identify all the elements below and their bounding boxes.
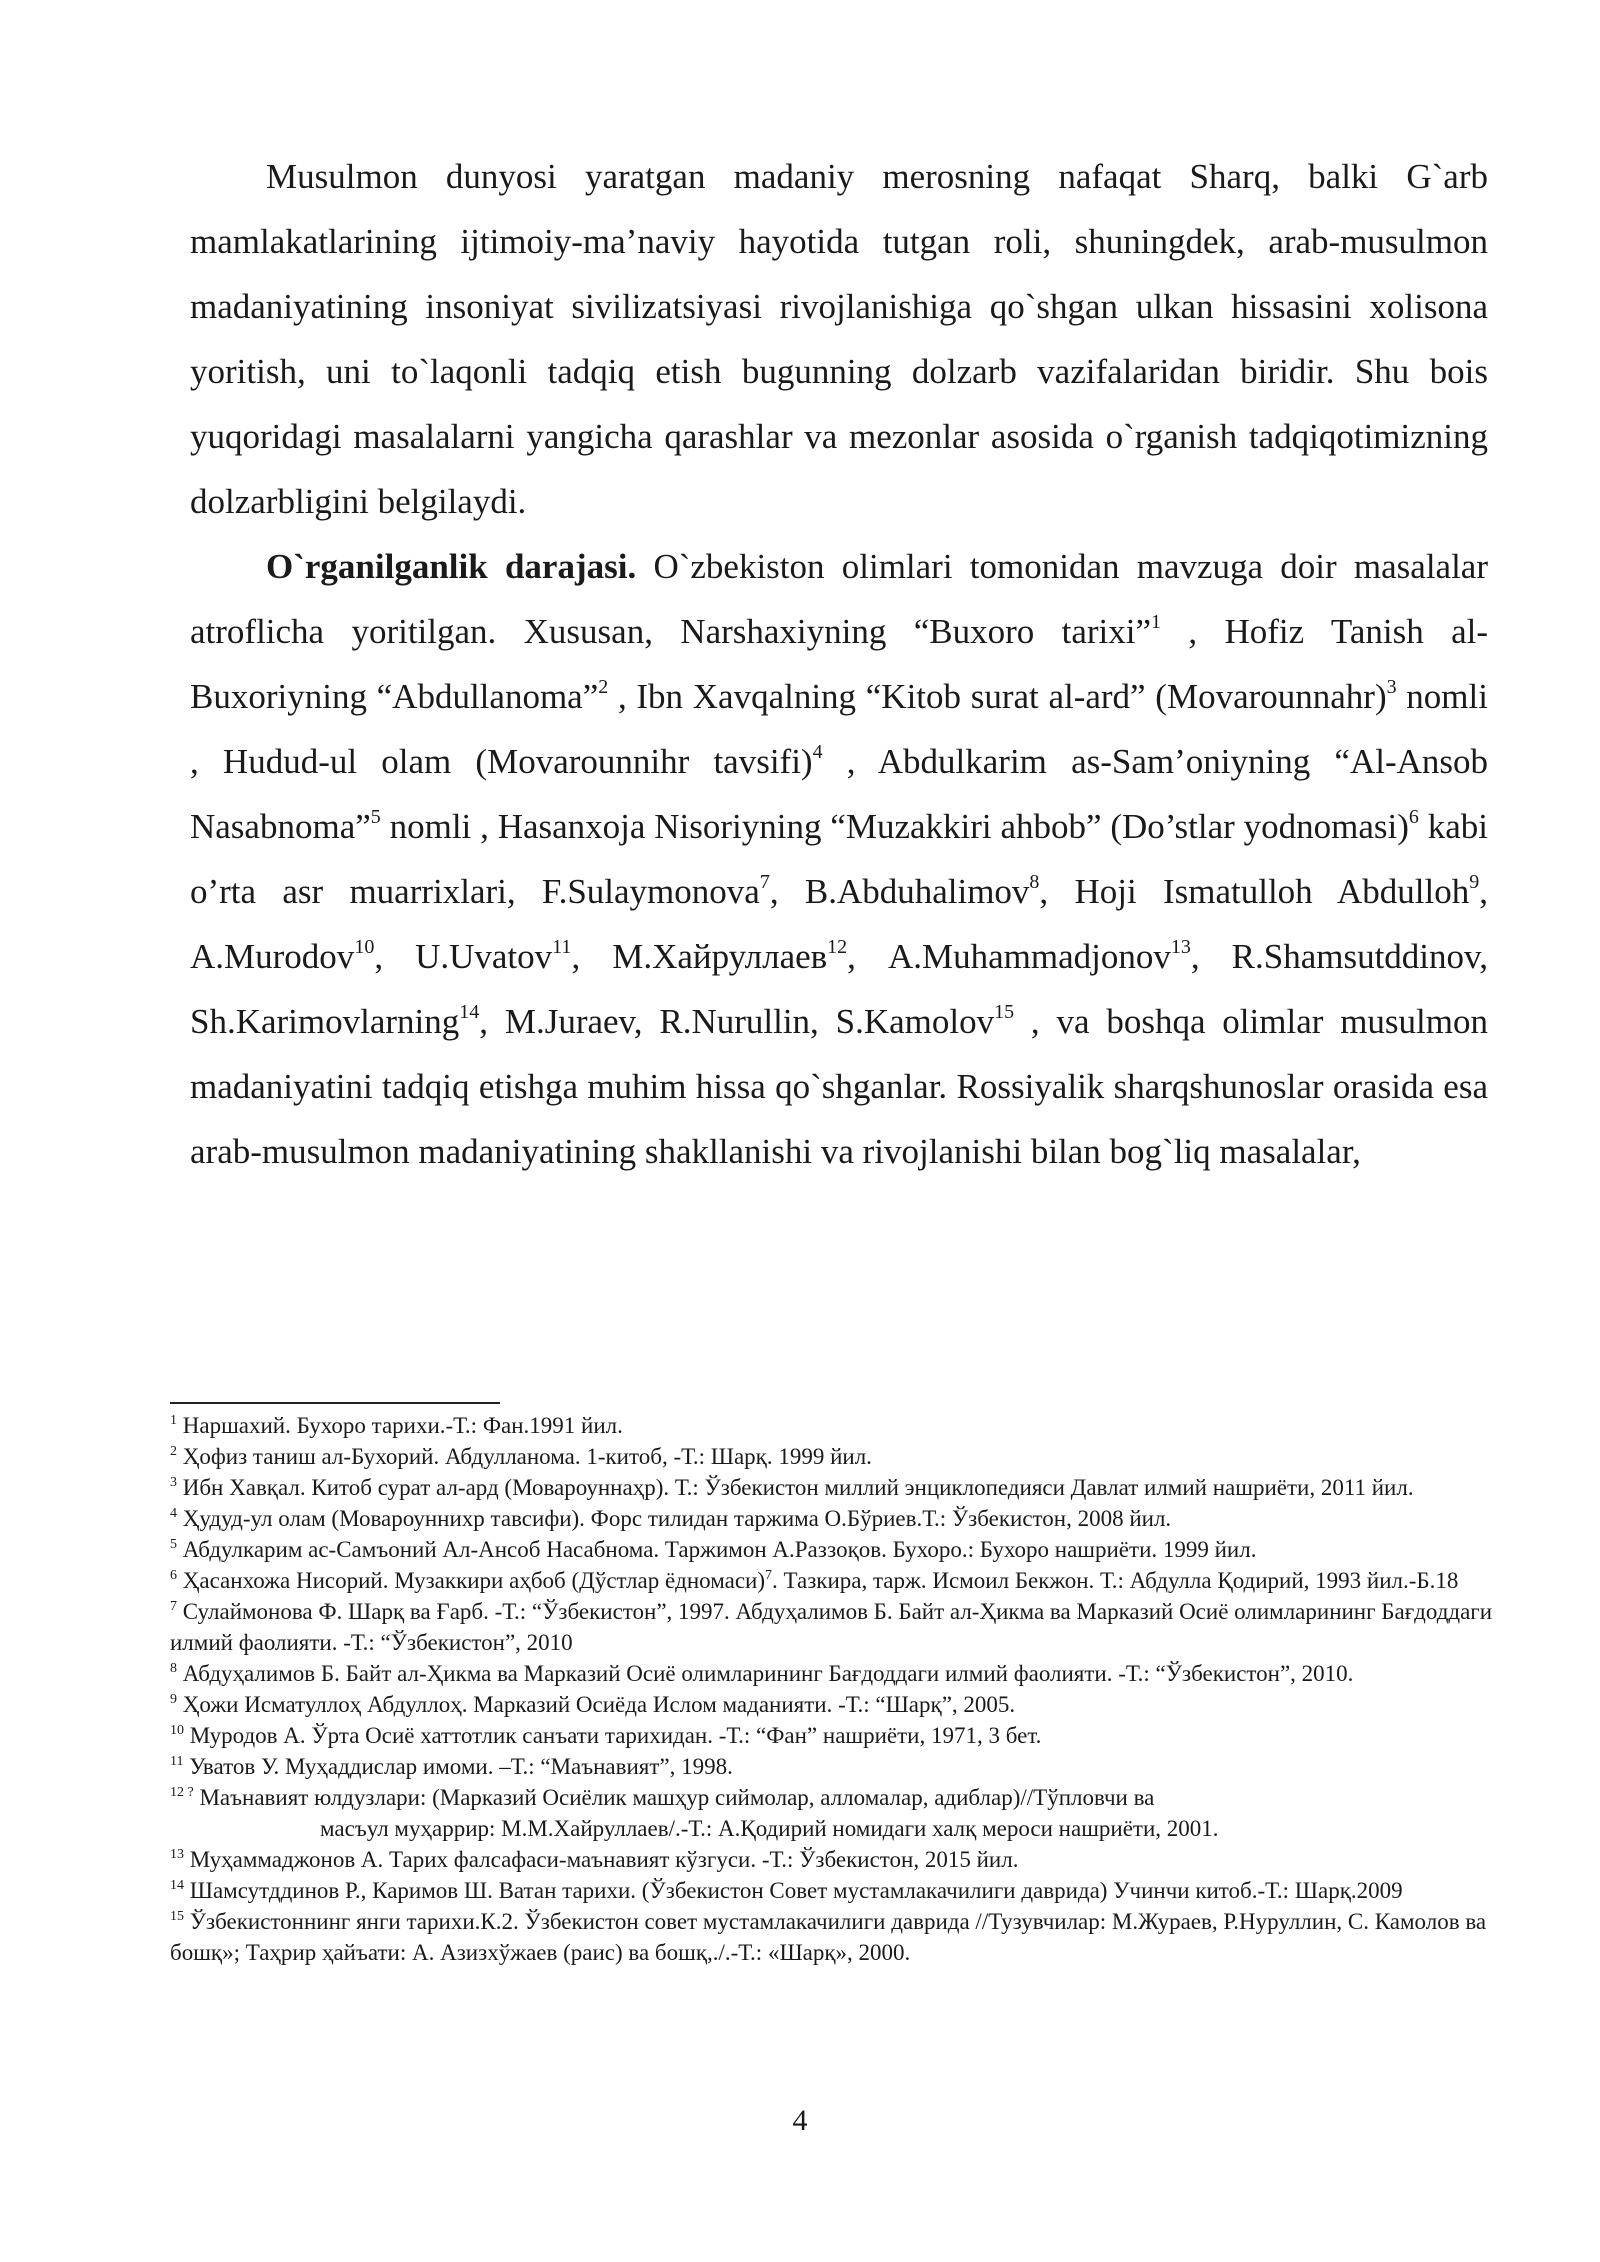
footnote-ref[interactable]: 6 (1408, 806, 1419, 828)
footnote-7: $^7$ Сулаймонова Ф. Шарқ ва Ғарб. -Т.: “Ўзбекистон”, 1997. Абдуҳалимов Б. Байт ал-Ҳикма ва Марказий Осиё олимларининг Бағдоддаги илмий фаолияти. -Т.: “Ўзбекистон”, 2010 (170, 1599, 1493, 1655)
footnote-ref[interactable]: 5 (370, 806, 381, 828)
footnote-ref[interactable]: 15 (994, 1001, 1015, 1023)
footnote-3: $^3$ Ибн Хавқал. Китоб сурат ал-ард (Мовароуннаҳр). Т.: Ўзбекистон миллий энциклопедияси Давлат илмий нашриёти, 2011 йил. (170, 1475, 1414, 1500)
page-number: 4 (792, 2104, 808, 2137)
footnote-2: $^2$ Ҳофиз таниш ал-Бухорий. Абдулланома. 1-китоб, -Т.: Шарқ. 1999 йил. (170, 1444, 872, 1469)
footnote-ref[interactable]: 2 (598, 676, 609, 698)
footnote-ref[interactable]: 11 (552, 936, 572, 958)
footnote-5: $^5$ Абдулкарим ас-Самъоний Ал-Ансоб Насабнома. Таржимон А.Раззоқов. Бухоро.: Бухоро нашриёти. 1999 йил. (170, 1537, 1257, 1562)
footnote-ref[interactable]: 13 (1170, 936, 1191, 958)
paragraph-literature-review: O`rganilganlik darajasi. O`zbekiston olimlari tomonidan mavzuga doir masalalar atroflicha yoritilgan. Xususan, Narshaxiyning “Buxoro tarixi”$^1$ , Hofiz Tanish al-Buxoriyning “Abdullanoma”$^2$ , Ibn Xavqalning “Kitob surat al-ard” (Movarounnahr)$^3$ nomli , Hudud-ul olam (Movarounnihr tavsifi)$^4$ , Abdulkarim as-Sam’oniyning “Al-Ansob Nasabnoma”$^5$ nomli , Hasanxoja Nisoriyning “Muzakkiri ahbob” (Do’stlar yodnomasi)$^6$ kabi o’rta asr muarrixlari, F.Sulaymonova$^7$, B.Abduhalimov$^8$, Hoji Ismatulloh Abdulloh$^9$, A.Murodov$^{10}$, U.Uvatov$^{11}$, M.Хайруллаев$^{12}$, A.Muhammadjonov$^{13}$, R.Shamsutddinov, Sh.Karimovlarning$^{14}$, M.Juraev, R.Nurullin, S.Kamolov$^{15}$ , va boshqa olimlar musulmon madaniyatini tadqiq etishga muhim hissa qo`shganlar. Rossiyalik sharqshunoslar orasida esa arab-musulmon madaniyatining shakllanishi va rivojlanishi bilan bog`liq masalalar, (190, 547, 1489, 1171)
footnote-12: $^{12 ?}$ Маънавият юлдузлари: (Марказий Осиёлик машҳур сиймолар, алломалар, адиблар)//Тўпловчи ва масъул муҳаррир: М.М.Хайруллаев/.-Т.: А.Қодирий номидаги халқ мероси нашриёти, 2001. (170, 1785, 1219, 1841)
footnote-ref[interactable]: 3 (1386, 676, 1397, 698)
footnote-ref[interactable]: 8 (1029, 871, 1040, 893)
footnote-ref[interactable]: 1 (1151, 611, 1162, 633)
footnotes (170, 1410, 1500, 1968)
footnote-10: $^{10}$ Муродов А. Ўрта Осиё хаттотлик санъати тарихидан. -Т.: “Фан” нашриёти, 1971, 3 бет. (170, 1723, 1042, 1748)
paragraph-relevance: Musulmon dunyosi yaratgan madaniy merosning nafaqat Sharq, balki G`arb mamlakatlarining ijtimoiy-ma’naviy hayotida tutgan roli, shuningdek, arab-musulmon madaniyatining insoniyat sivilizatsiyasi rivojlanishiga qo`shgan ulkan hissasini xolisona yoritish, uni to`laqonli tadqiq etish bugunning dolzarb vazifalaridan biridir. Shu bois yuqoridagi masalalarni yangicha qarashlar va mezonlar asosida o`rganish tadqiqotimizning dolzarbligini belgilaydi. (190, 157, 1488, 521)
footnote-ref[interactable]: 4 (812, 741, 823, 763)
footnote-6: $^6$ Ҳасанхожа Нисорий. Музаккири аҳбоб (Дўстлар ёдномаси)$^7$. Тазкира, тарж. Исмоил Бекжон. Т.: Абдулла Қодирий, 1993 йил.-Б.18 (170, 1568, 1459, 1593)
footnote-9: $^9$ Ҳожи Исматуллоҳ Абдуллоҳ. Марказий Осиёда Ислом маданияти. -Т.: “Шарқ”, 2005. (170, 1692, 1016, 1717)
footnote-separator (170, 1402, 500, 1404)
main-text (190, 144, 1488, 1184)
footnote-15: $^{15}$ Ўзбекистоннинг янги тарихи.К.2. Ўзбекистон совет мустамлакачилиги даврида //Тузувчилар: М.Жураев, Р.Нуруллин, С. Камолов ва бошқ»; Таҳрир ҳайъати: А. Азизхўжаев (раис) ва бошқ,./.-Т.: «Шарқ», 2000. (170, 1909, 1487, 1965)
footnote-8: $^8$ Абдуҳалимов Б. Байт ал-Ҳикма ва Марказий Осиё олимларининг Бағдоддаги илмий фаолияти. -Т.: “Ўзбекистон”, 2010. (170, 1661, 1354, 1686)
footnote-ref[interactable]: 14 (459, 1001, 480, 1023)
footnote-ref[interactable]: 10 (354, 936, 375, 958)
footnote-13: $^{13}$ Муҳаммаджонов А. Тарих фалсафаси-маънавият кўзгуси. -Т.: Ўзбекистон, 2015 йил. (170, 1847, 1019, 1872)
footnote-4: $^4$ Ҳудуд-ул олам (Мовароуннихр тавсифи). Форс тилидан таржима О.Бўриев.Т.: Ўзбекистон, 2008 йил. (170, 1506, 1172, 1531)
footnote-ref[interactable]: 7 (759, 871, 770, 893)
footnote-1: $^1$ Наршахий. Бухоро тарихи.-Т.: Фан.1991 йил. (170, 1413, 623, 1438)
footnote-ref[interactable]: 12 (827, 936, 848, 958)
footnote-ref[interactable]: 9 (1469, 871, 1480, 893)
footnote-11: $^{11}$ Уватов У. Муҳаддислар имоми. –Т.: “Маънавият”, 1998. (170, 1754, 733, 1779)
section-heading: O`rganilganlik darajasi. (266, 547, 637, 586)
footnote-14: $^{14}$ Шамсутддинов Р., Каримов Ш. Ватан тарихи. (Ўзбекистон Совет мустамлакачилиги даврида) Учинчи китоб.-Т.: Шарқ.2009 (170, 1878, 1403, 1903)
